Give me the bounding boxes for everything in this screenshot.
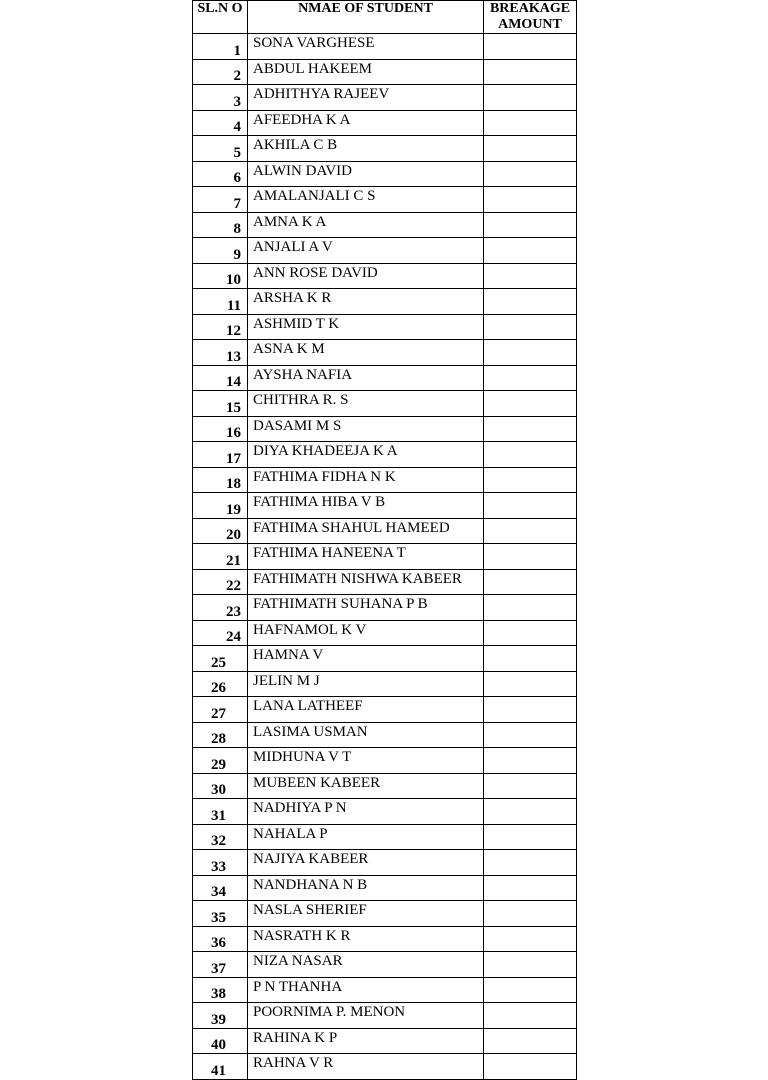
student-name-cell: ASHMID T K xyxy=(248,314,484,340)
serial-number-cell: 4 xyxy=(193,110,248,136)
table-row xyxy=(193,289,577,315)
serial-number-cell: 5 xyxy=(193,136,248,162)
table-row xyxy=(193,901,577,927)
breakage-amount-cell xyxy=(484,569,577,595)
breakage-amount-cell xyxy=(484,697,577,723)
header-row xyxy=(193,1,577,34)
table-row xyxy=(193,850,577,876)
table-row xyxy=(193,238,577,264)
serial-number-cell: 29 xyxy=(193,748,248,774)
student-name-cell: ABDUL HAKEEM xyxy=(248,59,484,85)
table-row xyxy=(193,646,577,672)
student-name-cell: ADHITHYA RAJEEV xyxy=(248,85,484,111)
column-header-student-name: NMAE OF STUDENT xyxy=(248,1,484,34)
table-body xyxy=(193,34,577,1080)
table-row xyxy=(193,671,577,697)
table-row xyxy=(193,926,577,952)
student-name-cell: AFEEDHA K A xyxy=(248,110,484,136)
breakage-amount-cell xyxy=(484,289,577,315)
serial-number-cell: 30 xyxy=(193,773,248,799)
breakage-amount-cell xyxy=(484,467,577,493)
breakage-amount-cell xyxy=(484,34,577,60)
breakage-amount-cell xyxy=(484,263,577,289)
student-name-cell: LANA LATHEEF xyxy=(248,697,484,723)
breakage-amount-cell xyxy=(484,748,577,774)
student-name-cell: HAFNAMOL K V xyxy=(248,620,484,646)
breakage-amount-cell xyxy=(484,722,577,748)
table-row xyxy=(193,748,577,774)
serial-number-cell: 40 xyxy=(193,1028,248,1054)
student-name-cell: CHITHRA R. S xyxy=(248,391,484,417)
student-name-cell: RAHNA V R xyxy=(248,1054,484,1080)
breakage-amount-cell xyxy=(484,850,577,876)
student-name-cell: ANJALI A V xyxy=(248,238,484,264)
serial-number-cell: 10 xyxy=(193,263,248,289)
serial-number-cell: 6 xyxy=(193,161,248,187)
table-row xyxy=(193,340,577,366)
breakage-amount-cell xyxy=(484,212,577,238)
student-name-cell: FATHIMA HANEENA T xyxy=(248,544,484,570)
breakage-amount-cell xyxy=(484,1054,577,1080)
table-row xyxy=(193,110,577,136)
student-breakage-table xyxy=(192,0,577,1080)
student-name-cell: POORNIMA P. MENON xyxy=(248,1003,484,1029)
student-name-cell: RAHINA K P xyxy=(248,1028,484,1054)
serial-number-cell: 39 xyxy=(193,1003,248,1029)
serial-number-cell: 11 xyxy=(193,289,248,315)
serial-number-cell: 28 xyxy=(193,722,248,748)
table-row xyxy=(193,212,577,238)
breakage-amount-cell xyxy=(484,493,577,519)
student-name-cell: SONA VARGHESE xyxy=(248,34,484,60)
serial-number-cell: 2 xyxy=(193,59,248,85)
student-name-cell: AYSHA NAFIA xyxy=(248,365,484,391)
table-row xyxy=(193,773,577,799)
table-row xyxy=(193,391,577,417)
breakage-amount-cell xyxy=(484,977,577,1003)
serial-number-cell: 25 xyxy=(193,646,248,672)
table-row xyxy=(193,314,577,340)
breakage-amount-cell xyxy=(484,926,577,952)
breakage-amount-cell xyxy=(484,646,577,672)
student-name-cell: AMNA K A xyxy=(248,212,484,238)
table-header xyxy=(193,1,577,34)
table-row xyxy=(193,569,577,595)
breakage-amount-cell xyxy=(484,365,577,391)
breakage-amount-cell xyxy=(484,620,577,646)
student-name-cell: FATHIMA HIBA V B xyxy=(248,493,484,519)
table-row xyxy=(193,1054,577,1080)
student-name-cell: JELIN M J xyxy=(248,671,484,697)
breakage-amount-cell xyxy=(484,416,577,442)
serial-number-cell: 31 xyxy=(193,799,248,825)
breakage-amount-cell xyxy=(484,161,577,187)
student-name-cell: NIZA NASAR xyxy=(248,952,484,978)
table-row xyxy=(193,85,577,111)
student-name-cell: DIYA KHADEEJA K A xyxy=(248,442,484,468)
student-name-cell: NASRATH K R xyxy=(248,926,484,952)
breakage-amount-cell xyxy=(484,136,577,162)
serial-number-cell: 13 xyxy=(193,340,248,366)
breakage-amount-cell xyxy=(484,187,577,213)
table-row xyxy=(193,467,577,493)
table-row xyxy=(193,824,577,850)
serial-number-cell: 27 xyxy=(193,697,248,723)
student-name-cell: FATHIMA SHAHUL HAMEED xyxy=(248,518,484,544)
breakage-amount-cell xyxy=(484,544,577,570)
table-row xyxy=(193,799,577,825)
table-row xyxy=(193,187,577,213)
student-name-cell: NANDHANA N B xyxy=(248,875,484,901)
table-row xyxy=(193,365,577,391)
serial-number-cell: 38 xyxy=(193,977,248,1003)
serial-number-cell: 19 xyxy=(193,493,248,519)
student-name-cell: ALWIN DAVID xyxy=(248,161,484,187)
serial-number-cell: 23 xyxy=(193,595,248,621)
student-name-cell: ASNA K M xyxy=(248,340,484,366)
breakage-amount-cell xyxy=(484,773,577,799)
table-row xyxy=(193,544,577,570)
student-name-cell: DASAMI M S xyxy=(248,416,484,442)
serial-number-cell: 35 xyxy=(193,901,248,927)
student-name-cell: NAHALA P xyxy=(248,824,484,850)
breakage-amount-cell xyxy=(484,952,577,978)
table-row xyxy=(193,952,577,978)
serial-number-cell: 20 xyxy=(193,518,248,544)
breakage-amount-cell xyxy=(484,110,577,136)
student-name-cell: ARSHA K R xyxy=(248,289,484,315)
student-name-cell: AKHILA C B xyxy=(248,136,484,162)
column-header-sl-no: SL.N O xyxy=(193,1,248,34)
table-row xyxy=(193,595,577,621)
breakage-amount-cell xyxy=(484,875,577,901)
table-row xyxy=(193,34,577,60)
breakage-amount-cell xyxy=(484,595,577,621)
breakage-amount-cell xyxy=(484,901,577,927)
table-row xyxy=(193,977,577,1003)
serial-number-cell: 15 xyxy=(193,391,248,417)
serial-number-cell: 1 xyxy=(193,34,248,60)
table-row xyxy=(193,59,577,85)
serial-number-cell: 9 xyxy=(193,238,248,264)
serial-number-cell: 16 xyxy=(193,416,248,442)
table-row xyxy=(193,518,577,544)
table-row xyxy=(193,1003,577,1029)
breakage-amount-cell xyxy=(484,238,577,264)
table-row xyxy=(193,136,577,162)
breakage-amount-cell xyxy=(484,671,577,697)
table-row xyxy=(193,442,577,468)
student-name-cell: HAMNA V xyxy=(248,646,484,672)
student-name-cell: MIDHUNA V T xyxy=(248,748,484,774)
serial-number-cell: 18 xyxy=(193,467,248,493)
serial-number-cell: 7 xyxy=(193,187,248,213)
table-row xyxy=(193,263,577,289)
table-row xyxy=(193,493,577,519)
table-row xyxy=(193,722,577,748)
table-row xyxy=(193,620,577,646)
serial-number-cell: 41 xyxy=(193,1054,248,1080)
serial-number-cell: 14 xyxy=(193,365,248,391)
serial-number-cell: 12 xyxy=(193,314,248,340)
breakage-amount-cell xyxy=(484,391,577,417)
breakage-amount-cell xyxy=(484,518,577,544)
breakage-amount-cell xyxy=(484,85,577,111)
serial-number-cell: 32 xyxy=(193,824,248,850)
table-row xyxy=(193,1028,577,1054)
breakage-amount-cell xyxy=(484,799,577,825)
student-name-cell: ANN ROSE DAVID xyxy=(248,263,484,289)
breakage-amount-cell xyxy=(484,1003,577,1029)
column-header-breakage-amount: BREAKAGE AMOUNT xyxy=(484,1,577,34)
student-name-cell: AMALANJALI C S xyxy=(248,187,484,213)
student-name-cell: FATHIMATH SUHANA P B xyxy=(248,595,484,621)
student-name-cell: NADHIYA P N xyxy=(248,799,484,825)
breakage-amount-cell xyxy=(484,824,577,850)
breakage-amount-cell xyxy=(484,442,577,468)
breakage-amount-cell xyxy=(484,1028,577,1054)
student-name-cell: P N THANHA xyxy=(248,977,484,1003)
table-row xyxy=(193,161,577,187)
table-row xyxy=(193,697,577,723)
serial-number-cell: 37 xyxy=(193,952,248,978)
serial-number-cell: 3 xyxy=(193,85,248,111)
serial-number-cell: 26 xyxy=(193,671,248,697)
student-name-cell: NASLA SHERIEF xyxy=(248,901,484,927)
breakage-amount-cell xyxy=(484,59,577,85)
serial-number-cell: 22 xyxy=(193,569,248,595)
student-name-cell: NAJIYA KABEER xyxy=(248,850,484,876)
table-row xyxy=(193,875,577,901)
serial-number-cell: 36 xyxy=(193,926,248,952)
serial-number-cell: 34 xyxy=(193,875,248,901)
student-name-cell: FATHIMA FIDHA N K xyxy=(248,467,484,493)
student-name-cell: FATHIMATH NISHWA KABEER xyxy=(248,569,484,595)
serial-number-cell: 17 xyxy=(193,442,248,468)
student-name-cell: LASIMA USMAN xyxy=(248,722,484,748)
serial-number-cell: 33 xyxy=(193,850,248,876)
serial-number-cell: 8 xyxy=(193,212,248,238)
student-name-cell: MUBEEN KABEER xyxy=(248,773,484,799)
serial-number-cell: 24 xyxy=(193,620,248,646)
serial-number-cell: 21 xyxy=(193,544,248,570)
table-row xyxy=(193,416,577,442)
breakage-amount-cell xyxy=(484,340,577,366)
breakage-amount-cell xyxy=(484,314,577,340)
